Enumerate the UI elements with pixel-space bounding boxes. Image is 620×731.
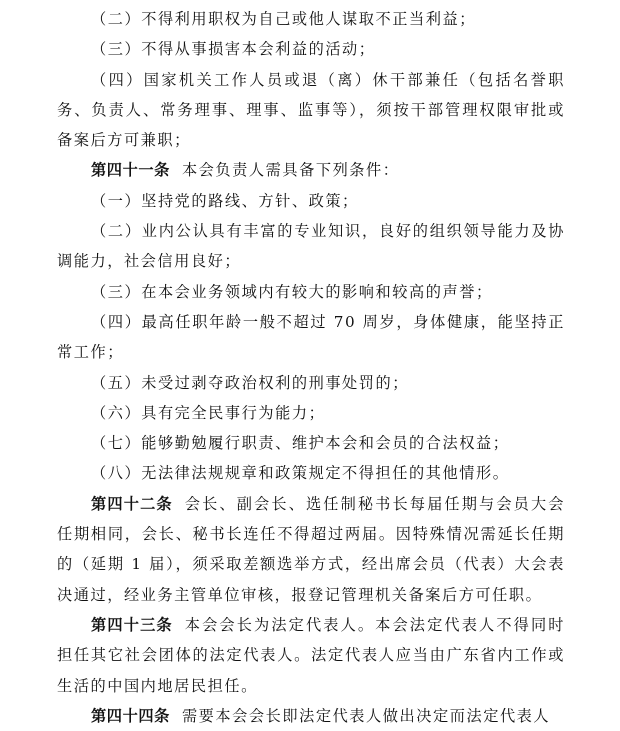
clause-text: （四）最高任职年龄一般不超过 70 周岁，身体健康，能坚持正常工作； — [57, 312, 565, 362]
clause-text: （一）坚持党的路线、方针、政策； — [91, 191, 359, 210]
article-paragraph — [57, 155, 565, 185]
clause-text: （三）不得从事损害本会利益的活动； — [91, 40, 376, 59]
article-number: 第四十二条 — [91, 494, 173, 513]
clause-paragraph — [57, 307, 565, 368]
clause-paragraph — [57, 4, 565, 34]
clause-paragraph — [57, 216, 565, 277]
clause-paragraph — [57, 458, 565, 488]
article-number: 第四十四条 — [91, 706, 170, 725]
document-page — [57, 4, 565, 731]
clause-text: （二）业内公认具有丰富的专业知识，良好的组织领导能力及协调能力，社会信用良好； — [57, 222, 565, 271]
clause-text: （四）国家机关工作人员或退（离）休干部兼任（包括名誉职务、负责人、常务理事、理事、监事等），须按干部管理权限审批或备案后方可兼职； — [57, 70, 565, 150]
clause-paragraph — [57, 277, 565, 307]
clause-paragraph — [57, 65, 565, 156]
article-paragraph — [57, 701, 565, 731]
clause-paragraph — [57, 34, 565, 64]
clause-text: （八）无法律法规规章和政策规定不得担任的其他情形。 — [91, 464, 510, 483]
article-text: 需要本会会长即法定代表人做出决定而法定代表人 — [181, 706, 551, 725]
clause-paragraph — [57, 186, 565, 216]
article-paragraph — [57, 489, 565, 610]
clause-paragraph — [57, 368, 565, 398]
clause-text: （二）不得利用职权为自己或他人谋取不正当利益； — [91, 10, 476, 28]
article-paragraph — [57, 610, 565, 701]
clause-text: （五）未受过剥夺政治权利的刑事处罚的； — [91, 373, 410, 392]
clause-text: （七）能够勤勉履行职责、维护本会和会员的合法权益； — [91, 434, 510, 453]
article-number: 第四十一条 — [91, 161, 170, 180]
article-number: 第四十三条 — [91, 615, 173, 634]
clause-text: （三）在本会业务领域内有较大的影响和较高的声誉； — [91, 282, 493, 301]
article-text: 会长、副会长、选任制秘书长每届任期与会员大会任期相同，会长、秘书长连任不得超过两届。因特殊情况需延长任期的（延期 1 届），须采取差额选举方式，经出席会员（代表）大会表决通过，经业务主管单位审核，报登记管理机关备案后方可任职。 — [57, 494, 565, 604]
clause-text: （六）具有完全民事行为能力； — [91, 403, 326, 422]
clause-paragraph — [57, 428, 565, 458]
article-text: 本会负责人需具备下列条件： — [181, 161, 400, 180]
article-text: 本会会长为法定代表人。本会法定代表人不得同时担任其它社会团体的法定代表人。法定代表人应当由广东省内工作或生活的中国内地居民担任。 — [57, 615, 565, 695]
clause-paragraph — [57, 398, 565, 428]
